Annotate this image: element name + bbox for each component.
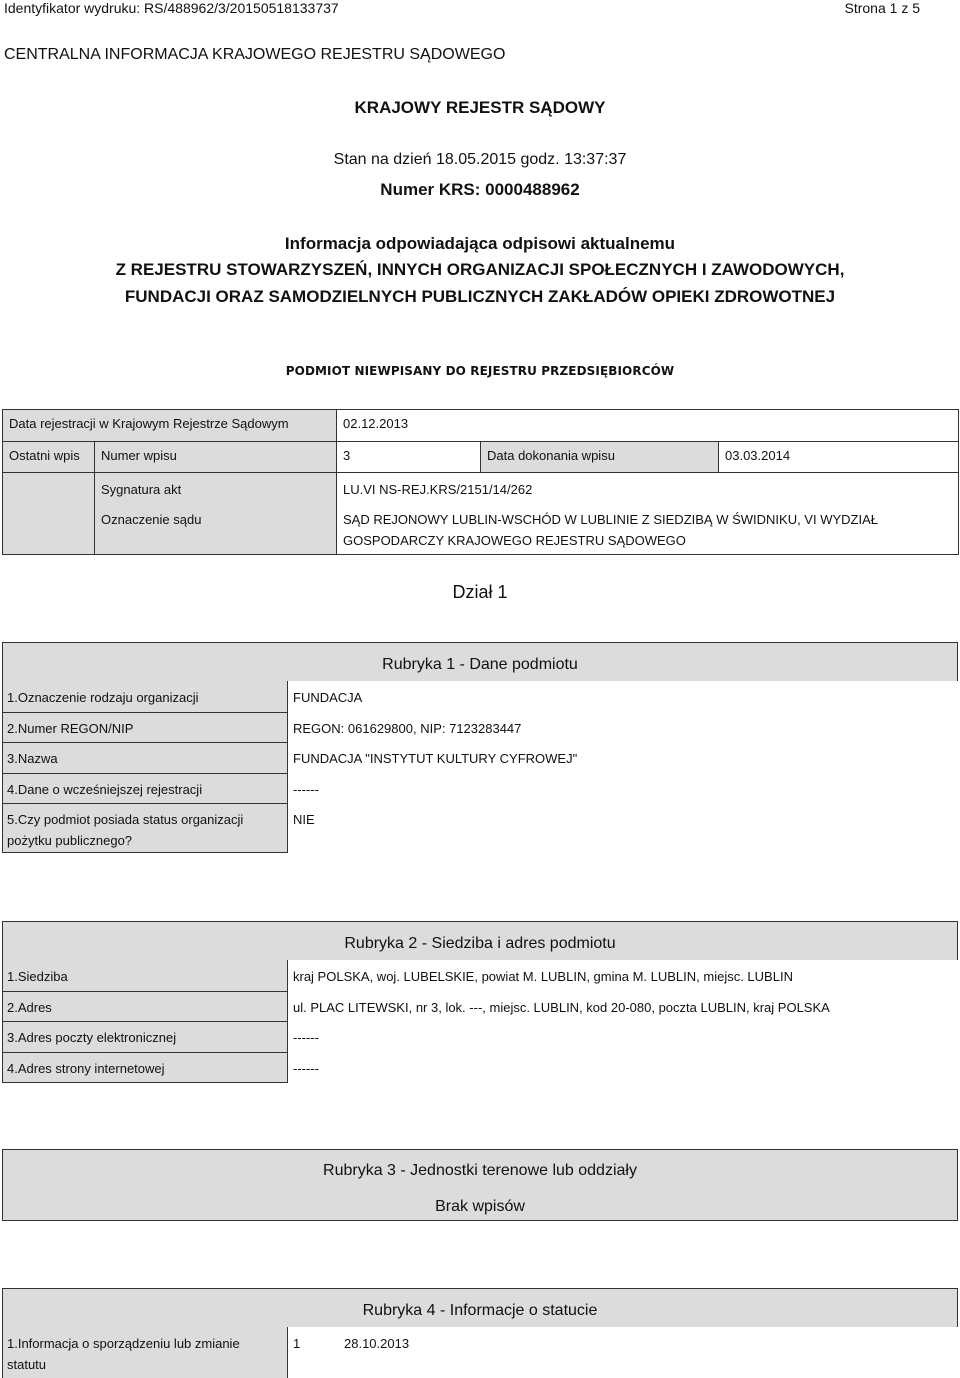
info-line-1: Informacja odpowiadająca odpisowi aktualnemu — [284, 234, 676, 253]
rubric-2-row-4 — [2, 1053, 958, 1083]
entry-date-label: Data dokonania wpisu — [481, 442, 719, 473]
rubric-3-empty: Brak wpisów — [435, 1198, 525, 1215]
registration-table — [2, 409, 959, 555]
court-value: SĄD REJONOWY LUBLIN-WSCHÓD W LUBLINIE Z SIEDZIBĄ W ŚWIDNIKU, VI WYDZIAŁ GOSPODARCZY KRAJOWEGO REJESTRU SĄDOWEGO — [343, 512, 878, 548]
rubric-2-header — [2, 921, 958, 962]
row-label: 5.Czy podmiot posiada status organizacji pożytku publicznego? — [7, 812, 244, 848]
rubric-1-row-3 — [2, 743, 958, 774]
registration-date-label: Data rejestracji w Krajowym Rejestrze Sądowym — [3, 410, 337, 442]
row-label: 4.Dane o wcześniejszej rejestracji — [7, 782, 203, 797]
row-value: ------ — [293, 1058, 319, 1079]
court-label: Oznaczenie sądu — [101, 512, 202, 527]
rubric-1-row-2 — [2, 713, 958, 743]
signature-value: LU.VI NS-REJ.KRS/2151/14/262 — [343, 482, 533, 497]
krs-number: Numer KRS: 0000488962 — [380, 180, 580, 199]
registration-date-value: 02.12.2013 — [337, 410, 959, 442]
row-value: FUNDACJA "INSTYTUT KULTURY CYFROWEJ" — [293, 748, 577, 769]
rubric-3-title: Rubryka 3 - Jednostki terenowe lub oddziały — [323, 1162, 637, 1179]
row-label: 1.Oznaczenie rodzaju organizacji — [7, 690, 199, 705]
signature-label: Sygnatura akt — [101, 482, 182, 497]
rubric-4-title: Rubryka 4 - Informacje o statucie — [362, 1302, 598, 1319]
row-label: 1.Siedziba — [7, 969, 68, 984]
rubric-4-header — [2, 1288, 958, 1329]
row-label: 3.Nazwa — [7, 751, 58, 766]
row-value: NIE — [293, 809, 315, 830]
row-value: ul. PLAC LITEWSKI, nr 3, lok. ---, miejsc. LUBLIN, kod 20-080, poczta LUBLIN, kraj POLSKA — [293, 997, 830, 1018]
rubric-4-row-1 — [2, 1328, 958, 1378]
row-value: ------ — [293, 779, 319, 800]
row-number: 1 — [293, 1333, 300, 1354]
row-value: kraj POLSKA, woj. LUBELSKIE, powiat M. LUBLIN, gmina M. LUBLIN, miejsc. LUBLIN — [293, 966, 793, 987]
last-entry-label: Ostatni wpis — [3, 442, 95, 473]
rubric-2-row-3 — [2, 1022, 958, 1053]
registry-title: KRAJOWY REJESTR SĄDOWY — [354, 98, 606, 117]
page-number: Strona 1 z 5 — [844, 0, 920, 16]
info-line-3: FUNDACJI ORAZ SAMODZIELNYCH PUBLICZNYCH ZAKŁADÓW OPIEKI ZDROWOTNEJ — [124, 287, 836, 306]
row-label: 3.Adres poczty elektronicznej — [7, 1030, 177, 1045]
row-label: 2.Numer REGON/NIP — [7, 721, 134, 736]
entity-notice: PODMIOT NIEWPISANY DO REJESTRU PRZEDSIĘBIORCÓW — [285, 364, 675, 378]
entry-number-label: Numer wpisu — [95, 442, 337, 473]
entry-number-value: 3 — [337, 442, 481, 473]
rubric-2-row-2 — [2, 992, 958, 1022]
row-label: 1.Informacja o sporządzeniu lub zmianie statutu — [7, 1336, 240, 1372]
rubric-1-row-1 — [2, 682, 958, 713]
rubric-3-box — [2, 1149, 958, 1221]
org-name: CENTRALNA INFORMACJA KRAJOWEGO REJESTRU SĄDOWEGO — [4, 46, 506, 63]
row-value: REGON: 061629800, NIP: 7123283447 — [293, 718, 521, 739]
entry-date-value: 03.03.2014 — [719, 442, 959, 473]
info-line-2: Z REJESTRU STOWARZYSZEŃ, INNYCH ORGANIZACJI SPOŁECZNYCH I ZAWODOWYCH, — [115, 260, 845, 279]
rubric-1-row-5 — [2, 804, 958, 853]
row-label: 4.Adres strony internetowej — [7, 1061, 165, 1076]
rubric-2-row-1 — [2, 961, 958, 992]
rubric-1-row-4 — [2, 774, 958, 804]
section-title: Dział 1 — [452, 582, 508, 602]
row-value: ------ — [293, 1027, 319, 1048]
rubric-1-header — [2, 642, 958, 683]
rubric-1-title: Rubryka 1 - Dane podmiotu — [382, 656, 578, 673]
rubric-2-title: Rubryka 2 - Siedziba i adres podmiotu — [344, 935, 616, 952]
print-identifier: Identyfikator wydruku: RS/488962/3/20150518133737 — [4, 0, 339, 16]
row-label: 2.Adres — [7, 1000, 52, 1015]
state-date: Stan na dzień 18.05.2015 godz. 13:37:37 — [333, 151, 627, 168]
row-date: 28.10.2013 — [344, 1333, 409, 1354]
row-value: FUNDACJA — [293, 687, 362, 708]
